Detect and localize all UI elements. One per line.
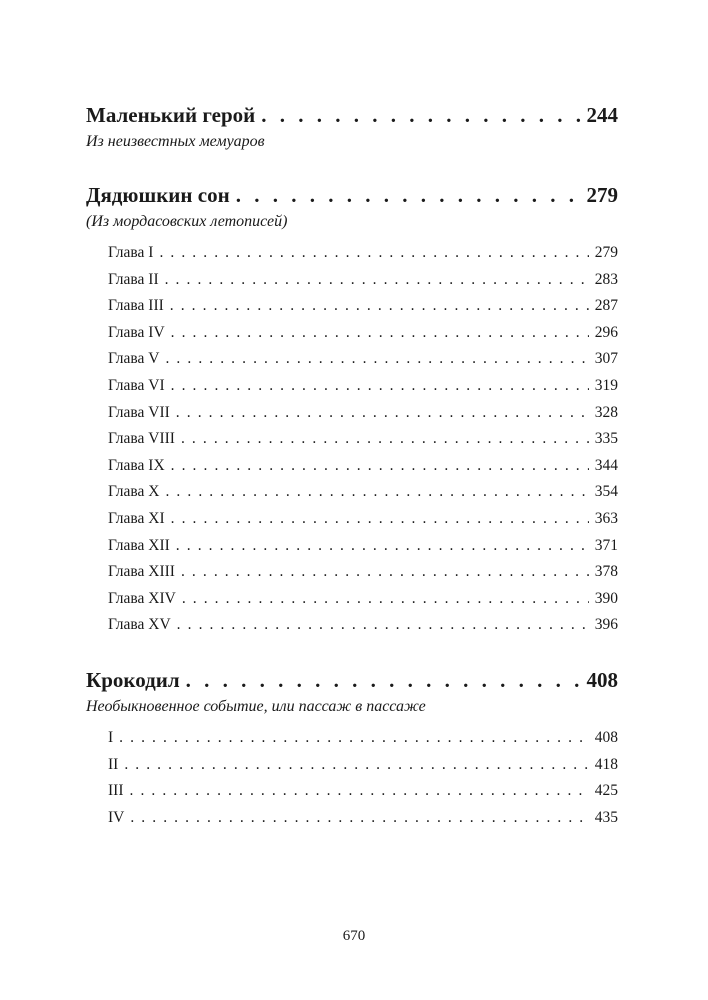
chapter-page: 390	[594, 589, 618, 607]
page-number: 670	[342, 928, 366, 944]
dot-leader	[261, 100, 580, 130]
chapter-entry	[108, 586, 618, 613]
chapter-page: 396	[594, 616, 618, 634]
dot-leader	[236, 180, 581, 210]
toc-main-entry	[86, 665, 618, 695]
chapter-title: Глава XI	[108, 509, 165, 527]
toc-main-entry	[86, 180, 618, 210]
chapter-title: Глава IV	[108, 323, 165, 341]
toc-entry-title: Крокодил	[86, 667, 180, 692]
table-of-contents	[86, 100, 618, 831]
chapter-page: 378	[594, 563, 618, 581]
chapter-page: 328	[594, 403, 618, 421]
chapter-entry	[108, 373, 618, 400]
chapter-entry	[108, 346, 618, 373]
chapter-title: II	[108, 755, 119, 773]
dot-leader	[182, 586, 589, 613]
chapter-page: 354	[594, 483, 618, 501]
chapter-list	[108, 725, 618, 831]
dot-leader	[159, 240, 588, 267]
chapter-entry	[108, 533, 618, 560]
dot-leader	[165, 267, 589, 294]
chapter-entry	[108, 453, 618, 480]
dot-leader	[186, 665, 581, 695]
chapter-entry	[108, 612, 618, 639]
chapter-entry	[108, 805, 618, 832]
chapter-entry	[108, 506, 618, 533]
dot-leader	[165, 346, 588, 373]
dot-leader	[171, 506, 589, 533]
toc-section-krokodil	[86, 665, 618, 831]
chapter-page: 335	[594, 430, 618, 448]
chapter-page: 425	[594, 782, 618, 800]
toc-section-dyadyushkin-son	[86, 180, 618, 639]
chapter-title: Глава IX	[108, 456, 165, 474]
chapter-page: 435	[594, 808, 618, 826]
dot-leader	[181, 426, 589, 453]
chapter-page: 283	[594, 270, 618, 288]
dot-leader	[170, 293, 589, 320]
chapter-entry	[108, 559, 618, 586]
chapter-page: 408	[594, 728, 618, 746]
dot-leader	[130, 805, 588, 832]
dot-leader	[171, 453, 589, 480]
chapter-title: Глава VII	[108, 403, 170, 421]
chapter-page: 363	[594, 509, 618, 527]
toc-entry-page: 408	[586, 667, 618, 692]
dot-leader	[124, 752, 588, 779]
dot-leader	[176, 400, 589, 427]
chapter-title: Глава X	[108, 483, 160, 501]
chapter-title: Глава V	[108, 350, 160, 368]
chapter-page: 371	[594, 536, 618, 554]
toc-entry-page: 244	[586, 103, 618, 127]
chapter-title: Глава XII	[108, 536, 170, 554]
chapter-page: 319	[594, 376, 618, 394]
chapter-title: Глава XV	[108, 616, 171, 634]
chapter-title: Глава VI	[108, 376, 165, 394]
chapter-title: IV	[108, 808, 125, 826]
toc-entry-subtitle: (Из мордасовских летописей)	[86, 213, 288, 230]
chapter-page: 344	[594, 456, 618, 474]
chapter-title: III	[108, 782, 124, 800]
chapter-entry	[108, 240, 618, 267]
toc-section-malenkiy-geroy	[86, 100, 618, 154]
chapter-entry	[108, 320, 618, 347]
chapter-title: Глава II	[108, 270, 159, 288]
dot-leader	[165, 479, 588, 506]
chapter-title: I	[108, 728, 114, 746]
chapter-title: Глава VIII	[108, 430, 175, 448]
chapter-page: 307	[594, 350, 618, 368]
chapter-entry	[108, 778, 618, 805]
chapter-entry	[108, 400, 618, 427]
chapter-entry	[108, 426, 618, 453]
toc-entry-subtitle: Необыкновенное событие, или пассаж в пассаже	[86, 697, 426, 715]
toc-entry-subtitle: Из неизвестных мемуаров	[86, 133, 265, 150]
dot-leader	[176, 533, 589, 560]
dot-leader	[130, 778, 589, 805]
toc-entry-title: Маленький герой	[86, 103, 256, 127]
dot-leader	[119, 725, 589, 752]
dot-leader	[181, 559, 589, 586]
chapter-title: Глава XIII	[108, 563, 175, 581]
chapter-entry	[108, 752, 618, 779]
toc-main-entry	[86, 100, 618, 130]
chapter-entry	[108, 267, 618, 294]
dot-leader	[171, 373, 589, 400]
chapter-title: Глава XIV	[108, 589, 176, 607]
chapter-list	[108, 240, 618, 639]
dot-leader	[177, 612, 589, 639]
chapter-page: 279	[594, 244, 618, 261]
chapter-entry	[108, 293, 618, 320]
toc-entry-page: 279	[586, 183, 618, 207]
chapter-entry	[108, 725, 618, 752]
chapter-page: 296	[594, 323, 618, 341]
chapter-title: Глава III	[108, 297, 164, 315]
chapter-entry	[108, 479, 618, 506]
dot-leader	[171, 320, 589, 347]
chapter-page: 418	[594, 755, 618, 773]
toc-entry-title: Дядюшкин сон	[86, 183, 230, 207]
chapter-page: 287	[594, 297, 618, 315]
chapter-title: Глава I	[108, 244, 154, 261]
